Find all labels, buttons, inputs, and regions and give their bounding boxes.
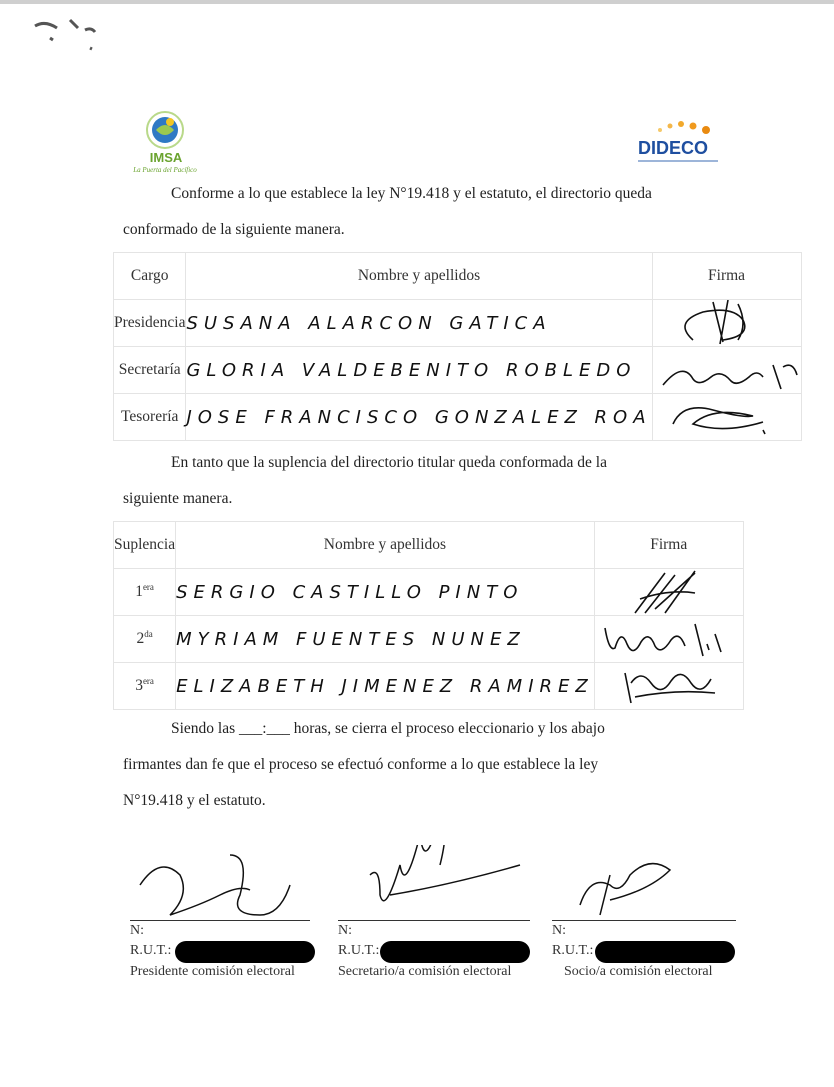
signature-scribble <box>595 616 743 662</box>
role-label: Secretario/a comisión electoral <box>338 964 512 979</box>
dideco-logo-subline <box>638 160 718 162</box>
cargo-cell: Secretaría <box>114 347 186 394</box>
redaction-bar <box>175 941 315 963</box>
firma-cell <box>652 300 801 347</box>
intro-paragraph <box>123 176 719 248</box>
nombre-cell: SUSANA ALARCON GATICA <box>186 300 652 347</box>
nombre-cell: SERGIO CASTILLO PINTO <box>176 569 595 616</box>
table-header-row <box>114 253 802 300</box>
header-suplencia: Suplencia <box>114 522 176 569</box>
signature-block-socio <box>550 845 750 985</box>
imsa-logo <box>120 108 210 178</box>
signature-scribble <box>330 845 540 925</box>
nombre-cell: GLORIA VALDEBENITO ROBLEDO <box>186 347 652 394</box>
signature-block-secretario <box>330 845 540 985</box>
redaction-bar <box>380 941 530 963</box>
closing-line-1: Siendo las ___:___ horas, se cierra el proceso eleccionario y los abajo <box>171 720 605 737</box>
signature-line <box>552 920 736 921</box>
nombre-cell: JOSE FRANCISCO GONZALEZ ROA <box>186 394 652 441</box>
signature-scribble <box>653 300 801 346</box>
ordinal-number: 3 <box>135 677 143 695</box>
signature-block-presidente <box>120 845 320 985</box>
signature-scribble <box>653 347 801 393</box>
table-row <box>114 394 802 441</box>
role-label: Presidente comisión electoral <box>130 964 295 979</box>
closing-line-2: firmantes dan fe que el proceso se efectuó conforme a lo que establece la ley <box>123 756 599 773</box>
signature-scribble <box>550 845 750 925</box>
n-label: N: <box>338 923 352 938</box>
signature-line <box>130 920 310 921</box>
dideco-logo <box>630 118 725 170</box>
rut-label: R.U.T.: <box>552 943 594 958</box>
table-row <box>114 616 744 663</box>
redaction-bar <box>595 941 735 963</box>
firma-cell <box>652 394 801 441</box>
table-row <box>114 300 802 347</box>
intro-line-2: conformado de la siguiente manera. <box>123 221 345 238</box>
suplencia-num-cell <box>114 663 176 710</box>
directorio-table <box>113 252 802 441</box>
table-header-row <box>114 522 744 569</box>
signature-scribble <box>653 394 801 440</box>
signature-line <box>338 920 530 921</box>
table-row <box>114 569 744 616</box>
closing-line-3: N°19.418 y el estatuto. <box>123 792 266 809</box>
header-firma: Firma <box>652 253 801 300</box>
scan-smudge <box>30 14 110 54</box>
cargo-cell: Tesorería <box>114 394 186 441</box>
rut-label: R.U.T.: <box>130 943 172 958</box>
scan-top-edge <box>0 0 834 4</box>
header-firma: Firma <box>594 522 743 569</box>
imsa-logo-text: IMSA <box>149 150 183 165</box>
ordinal-suffix: era <box>142 676 154 687</box>
closing-paragraph <box>123 711 719 819</box>
middle-paragraph <box>123 445 719 517</box>
ordinal-suffix: era <box>142 582 154 593</box>
imsa-logo-tagline: La Puerta del Pacífico <box>133 166 197 174</box>
firma-cell <box>594 616 743 663</box>
header-cargo: Cargo <box>114 253 186 300</box>
n-label: N: <box>130 923 144 938</box>
suplencia-num-cell <box>114 569 176 616</box>
role-label: Socio/a comisión electoral <box>564 964 713 979</box>
firma-cell <box>594 569 743 616</box>
signature-scribble <box>595 663 743 709</box>
signature-scribble <box>595 569 743 615</box>
suplencia-num-cell <box>114 616 176 663</box>
nombre-cell: MYRIAM FUENTES NUNEZ <box>176 616 595 663</box>
nombre-cell: ELIZABETH JIMENEZ RAMIREZ <box>176 663 595 710</box>
table-row <box>114 347 802 394</box>
middle-line-1: En tanto que la suplencia del directorio titular queda conformada de la <box>171 454 607 471</box>
cargo-cell: Presidencia <box>114 300 186 347</box>
middle-line-2: siguiente manera. <box>123 490 233 507</box>
dideco-logo-text: DIDECO <box>638 138 709 158</box>
suplencia-table <box>113 521 744 710</box>
firma-cell <box>594 663 743 710</box>
intro-line-1: Conforme a lo que establece la ley N°19.418 y el estatuto, el directorio queda <box>171 185 652 202</box>
ordinal-suffix: da <box>144 629 153 640</box>
n-label: N: <box>552 923 566 938</box>
ordinal-number: 1 <box>135 583 143 601</box>
firma-cell <box>652 347 801 394</box>
header-nombre: Nombre y apellidos <box>186 253 652 300</box>
header-nombre: Nombre y apellidos <box>176 522 595 569</box>
table-row <box>114 663 744 710</box>
ordinal-number: 2 <box>136 630 145 648</box>
rut-label: R.U.T.: <box>338 943 380 958</box>
signature-scribble <box>120 845 320 925</box>
